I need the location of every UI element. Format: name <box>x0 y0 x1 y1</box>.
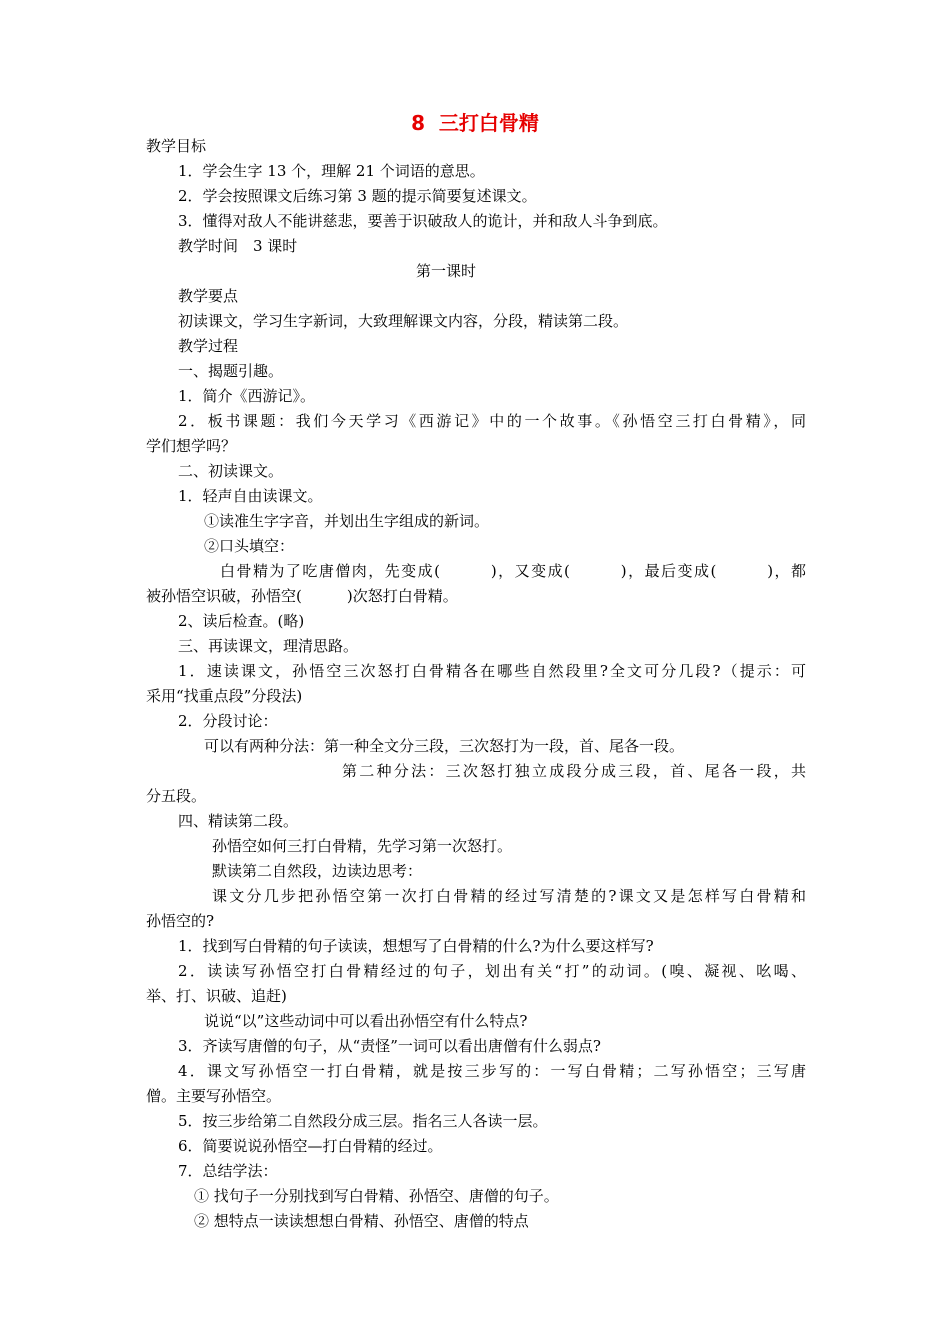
paragraph-line: 初读课文，学习生字新词，大致理解课文内容，分段，精读第二段。 <box>178 312 629 330</box>
teaching-time: 教学时间 3 课时 <box>178 237 298 255</box>
lesson-title: 8 三打白骨精 <box>411 111 539 135</box>
step-heading: 一、揭题引趣。 <box>178 362 284 380</box>
goal-item: 1．学会生字 13 个，理解 21 个词语的意思。 <box>178 162 485 180</box>
paragraph-line: 1．找到写白骨精的句子读读，想想写了白骨精的什么?为什么要这样写? <box>178 937 654 955</box>
period-heading: 第一课时 <box>415 262 476 280</box>
paragraph-line: 5．按三步给第二自然段分成三层。指名三人各读一层。 <box>178 1112 548 1130</box>
paragraph-line: 1．简介《西游记》。 <box>178 387 316 405</box>
paragraph-line: 2．读读写孙悟空打白骨精经过的句子，划出有关“打”的动词。(嗅、凝视、吆喝、 <box>178 962 806 980</box>
sub-item: ② 想特点一读读想想白骨精、孙悟空、唐僧的特点 <box>194 1212 529 1230</box>
paragraph-line: 2．板书课题：我们今天学习《西游记》中的一个故事。《孙悟空三打白骨精》，同 <box>178 412 806 430</box>
paragraph-line: 可以有两种分法：第一种全文分三段，三次怒打为一段，首、尾各一段。 <box>204 737 685 755</box>
section-heading-goals: 教学目标 <box>146 137 207 155</box>
step-heading: 二、初读课文。 <box>178 462 284 480</box>
paragraph-line: 2．分段讨论： <box>178 712 278 730</box>
paragraph-line: 僧。主要写孙悟空。 <box>146 1087 282 1105</box>
sub-item: ②口头填空： <box>204 537 295 555</box>
paragraph-line: 2、读后检查。(略) <box>178 612 305 630</box>
paragraph-line: 4．课文写孙悟空一打白骨精，就是按三步写的：一写白骨精；二写孙悟空；三写唐 <box>178 1062 806 1080</box>
paragraph-line: 7．总结学法： <box>178 1162 278 1180</box>
paragraph-line: 白骨精为了吃唐僧肉，先变成( )，又变成( )，最后变成( )，都 <box>220 562 806 580</box>
paragraph-line: 第二种分法：三次怒打独立成段分成三段，首、尾各一段，共 <box>342 762 806 780</box>
paragraph-line: 默读第二自然段，边读边思考： <box>212 862 423 880</box>
section-heading-key-points: 教学要点 <box>178 287 239 305</box>
paragraph-line: 分五段。 <box>146 787 207 805</box>
paragraph-line: 学们想学吗？ <box>146 437 237 455</box>
section-heading-process: 教学过程 <box>178 337 239 355</box>
paragraph-line: 说说“以”这些动词中可以看出孙悟空有什么特点? <box>204 1012 528 1030</box>
sub-item: ①读准生字字音，并划出生字组成的新词。 <box>204 512 490 530</box>
paragraph-line: 1．轻声自由读课文。 <box>178 487 323 505</box>
paragraph-line: 被孙悟空识破，孙悟空( )次怒打白骨精。 <box>146 587 458 605</box>
paragraph-line: 3．齐读写唐僧的句子，从“责怪”一词可以看出唐僧有什么弱点? <box>178 1037 601 1055</box>
step-heading: 三、再读课文，理清思路。 <box>178 637 359 655</box>
sub-item: ① 找句子一分别找到写白骨精、孙悟空、唐僧的句子。 <box>194 1187 559 1205</box>
step-heading: 四、精读第二段。 <box>178 812 299 830</box>
goal-item: 2．学会按照课文后练习第 3 题的提示简要复述课文。 <box>178 187 537 205</box>
paragraph-line: 孙悟空的? <box>146 912 215 930</box>
paragraph-line: 孙悟空如何三打白骨精，先学习第一次怒打。 <box>212 837 513 855</box>
paragraph-line: 6．简要说说孙悟空—打白骨精的经过。 <box>178 1137 443 1155</box>
paragraph-line: 举、打、识破、追赶) <box>146 987 287 1005</box>
paragraph-line: 课文分几步把孙悟空第一次打白骨精的经过写清楚的?课文又是怎样写白骨精和 <box>212 887 806 905</box>
goal-item: 3．懂得对敌人不能讲慈悲，要善于识破敌人的诡计，并和敌人斗争到底。 <box>178 212 668 230</box>
paragraph-line: 采用“找重点段”分段法) <box>146 687 303 705</box>
paragraph-line: 1．速读课文，孙悟空三次怒打白骨精各在哪些自然段里?全文可分几段?（提示：可 <box>178 662 806 680</box>
